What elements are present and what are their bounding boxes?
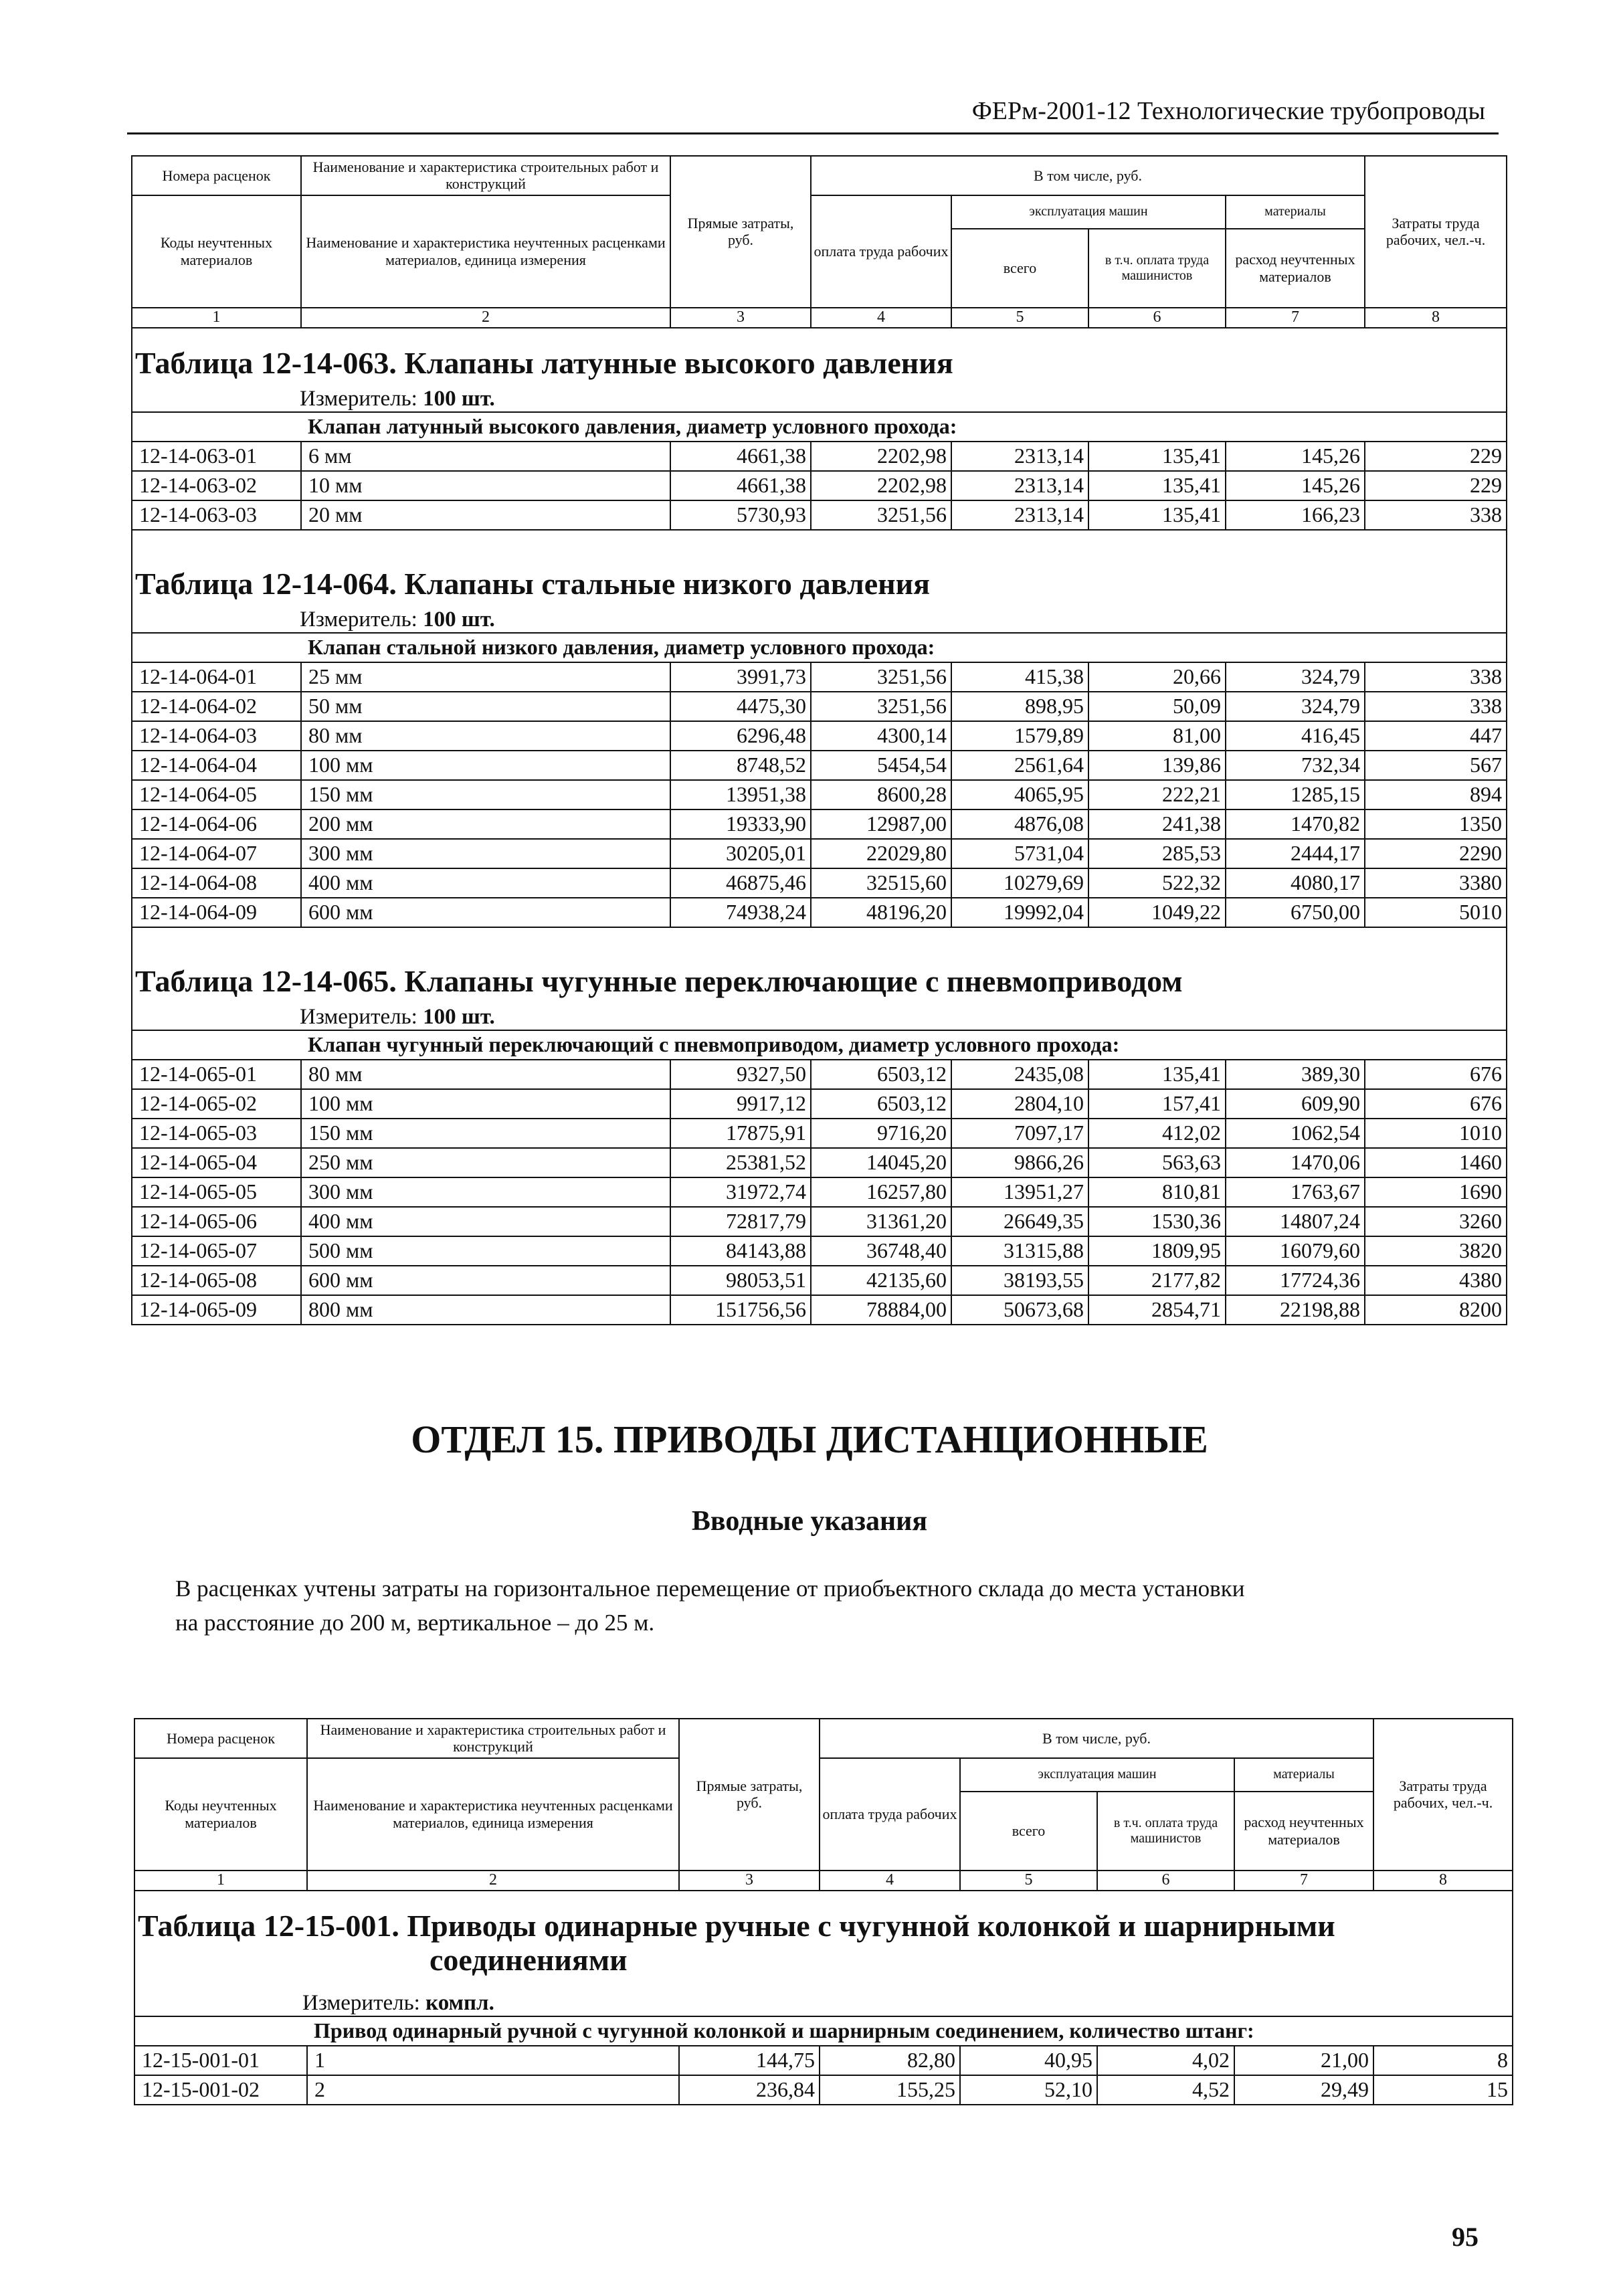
machines-total: 2313,14 bbox=[951, 442, 1088, 471]
column-header bbox=[132, 156, 1507, 328]
hdr2-c2-top: Наименование и характеристика строительных работ и конструкций bbox=[307, 1719, 679, 1758]
rate-name: 1 bbox=[307, 2046, 679, 2075]
machinist-labor: 222,21 bbox=[1088, 780, 1226, 809]
materials-cost: 416,45 bbox=[1226, 721, 1365, 751]
rate-name: 80 мм bbox=[301, 721, 670, 751]
table-row bbox=[132, 500, 1507, 530]
hdr2-num-1: 1 bbox=[134, 1871, 307, 1891]
hdr2-c6: в т.ч. оплата труда машинистов bbox=[1097, 1792, 1234, 1871]
hdr-materials: материалы bbox=[1226, 195, 1365, 229]
measure-unit bbox=[132, 999, 1507, 1030]
labor-hours: 1460 bbox=[1365, 1148, 1507, 1177]
machinist-labor: 563,63 bbox=[1088, 1148, 1226, 1177]
materials-cost: 1285,15 bbox=[1226, 780, 1365, 809]
rate-rows-2 bbox=[134, 2046, 1513, 2105]
labor-hours: 567 bbox=[1365, 751, 1507, 780]
hdr2-c4: оплата труда рабочих bbox=[820, 1758, 960, 1871]
labor-cost: 8600,28 bbox=[811, 780, 951, 809]
rate-code: 12-14-065-03 bbox=[132, 1119, 301, 1148]
machines-total: 2561,64 bbox=[951, 751, 1088, 780]
hdr-machines: эксплуатация машин bbox=[951, 195, 1226, 229]
rate-name: 6 мм bbox=[301, 442, 670, 471]
group-heading: Клапан чугунный переключающий с пневмоприводом, диаметр условного прохода: bbox=[301, 1030, 1507, 1060]
labor-cost: 12987,00 bbox=[811, 809, 951, 839]
column-header-2 bbox=[134, 1719, 1513, 1891]
table-row bbox=[134, 2075, 1513, 2105]
labor-cost: 16257,80 bbox=[811, 1177, 951, 1207]
labor-hours: 676 bbox=[1365, 1089, 1507, 1119]
machinist-labor: 4,52 bbox=[1097, 2075, 1234, 2105]
machines-total: 2804,10 bbox=[951, 1089, 1088, 1119]
machinist-labor: 810,81 bbox=[1088, 1177, 1226, 1207]
rate-tables-1 bbox=[132, 328, 1507, 1325]
labor-cost: 36748,40 bbox=[811, 1236, 951, 1266]
rate-code: 12-14-064-06 bbox=[132, 809, 301, 839]
group-spacer bbox=[132, 633, 301, 662]
section-intro bbox=[175, 1572, 1500, 1640]
machinist-labor: 81,00 bbox=[1088, 721, 1226, 751]
machinist-labor: 412,02 bbox=[1088, 1119, 1226, 1148]
hdr-num-6: 6 bbox=[1088, 308, 1226, 328]
labor-hours: 338 bbox=[1365, 500, 1507, 530]
hdr-c2-top: Наименование и характеристика строительных работ и конструкций bbox=[301, 156, 670, 195]
labor-cost: 9716,20 bbox=[811, 1119, 951, 1148]
machinist-labor: 135,41 bbox=[1088, 471, 1226, 500]
hdr2-c1-top: Номера расценок bbox=[134, 1719, 307, 1758]
table-row bbox=[132, 662, 1507, 692]
rate-name: 50 мм bbox=[301, 692, 670, 721]
direct-cost: 46875,46 bbox=[670, 868, 811, 898]
rate-code: 12-14-064-07 bbox=[132, 839, 301, 868]
measure-label: Измеритель: bbox=[300, 387, 417, 411]
machinist-labor: 241,38 bbox=[1088, 809, 1226, 839]
rate-code: 12-14-065-05 bbox=[132, 1177, 301, 1207]
direct-cost: 4475,30 bbox=[670, 692, 811, 721]
direct-cost: 98053,51 bbox=[670, 1266, 811, 1295]
materials-cost: 389,30 bbox=[1226, 1060, 1365, 1089]
measure-label: Измеритель: bbox=[300, 1005, 417, 1030]
machines-total: 2313,14 bbox=[951, 471, 1088, 500]
hdr-num-3: 3 bbox=[670, 308, 811, 328]
labor-cost: 22029,80 bbox=[811, 839, 951, 868]
measure-unit bbox=[132, 601, 1507, 633]
labor-cost: 82,80 bbox=[820, 2046, 960, 2075]
rate-code: 12-14-064-03 bbox=[132, 721, 301, 751]
hdr-num-5: 5 bbox=[951, 308, 1088, 328]
table-row bbox=[132, 868, 1507, 898]
table-row bbox=[132, 898, 1507, 927]
intro-line-2: на расстояние до 200 м, вертикальное – до 25 м. bbox=[175, 1609, 655, 1636]
table-title-cont: соединениями bbox=[134, 1943, 1513, 1985]
table-row bbox=[132, 809, 1507, 839]
hdr2-materials: материалы bbox=[1234, 1758, 1373, 1792]
measure-value: компл. bbox=[425, 1991, 494, 2016]
labor-cost: 2202,98 bbox=[811, 442, 951, 471]
hdr2-machines: эксплуатация машин bbox=[960, 1758, 1234, 1792]
materials-cost: 145,26 bbox=[1226, 442, 1365, 471]
hdr-c2-bottom: Наименование и характеристика неучтенных расценками материалов, единица измерения bbox=[301, 195, 670, 308]
hdr-num-7: 7 bbox=[1226, 308, 1365, 328]
table-row bbox=[132, 1060, 1507, 1089]
labor-hours: 894 bbox=[1365, 780, 1507, 809]
hdr2-num-6: 6 bbox=[1097, 1871, 1234, 1891]
machines-total: 40,95 bbox=[960, 2046, 1097, 2075]
hdr-num-8: 8 bbox=[1365, 308, 1507, 328]
hdr-c5: всего bbox=[951, 229, 1088, 308]
rate-code: 12-14-065-02 bbox=[132, 1089, 301, 1119]
labor-cost: 4300,14 bbox=[811, 721, 951, 751]
materials-cost: 22198,88 bbox=[1226, 1295, 1365, 1325]
rate-name: 150 мм bbox=[301, 1119, 670, 1148]
hdr-c1-top: Номера расценок bbox=[132, 156, 301, 195]
table-row bbox=[132, 839, 1507, 868]
machinist-labor: 135,41 bbox=[1088, 1060, 1226, 1089]
rate-code: 12-14-063-03 bbox=[132, 500, 301, 530]
hdr2-c8: Затраты труда рабочих, чел.-ч. bbox=[1373, 1719, 1513, 1871]
hdr-c8: Затраты труда рабочих, чел.-ч. bbox=[1365, 156, 1507, 308]
machinist-labor: 1809,95 bbox=[1088, 1236, 1226, 1266]
table-row bbox=[132, 471, 1507, 500]
rate-name: 800 мм bbox=[301, 1295, 670, 1325]
table-gap bbox=[132, 927, 1507, 947]
materials-cost: 29,49 bbox=[1234, 2075, 1373, 2105]
direct-cost: 6296,48 bbox=[670, 721, 811, 751]
rate-name: 2 bbox=[307, 2075, 679, 2105]
rate-code: 12-14-064-04 bbox=[132, 751, 301, 780]
group-spacer bbox=[132, 412, 301, 442]
table-row bbox=[132, 1236, 1507, 1266]
direct-cost: 4661,38 bbox=[670, 442, 811, 471]
hdr2-num-3: 3 bbox=[679, 1871, 820, 1891]
rate-name: 25 мм bbox=[301, 662, 670, 692]
rate-code: 12-14-065-09 bbox=[132, 1295, 301, 1325]
machinist-labor: 157,41 bbox=[1088, 1089, 1226, 1119]
rates-table-2 bbox=[134, 1718, 1513, 2105]
hdr-c4: оплата труда рабочих bbox=[811, 195, 951, 308]
direct-cost: 25381,52 bbox=[670, 1148, 811, 1177]
rate-name: 20 мм bbox=[301, 500, 670, 530]
machines-total: 2313,14 bbox=[951, 500, 1088, 530]
rate-name: 200 мм bbox=[301, 809, 670, 839]
rate-name: 600 мм bbox=[301, 1266, 670, 1295]
materials-cost: 1470,06 bbox=[1226, 1148, 1365, 1177]
direct-cost: 13951,38 bbox=[670, 780, 811, 809]
labor-cost: 31361,20 bbox=[811, 1207, 951, 1236]
direct-cost: 74938,24 bbox=[670, 898, 811, 927]
machines-total: 50673,68 bbox=[951, 1295, 1088, 1325]
labor-hours: 1350 bbox=[1365, 809, 1507, 839]
intro-line-1: В расценках учтены затраты на горизонтальное перемещение от приобъектного склада до места установки bbox=[175, 1575, 1245, 1602]
machines-total: 10279,69 bbox=[951, 868, 1088, 898]
direct-cost: 9327,50 bbox=[670, 1060, 811, 1089]
hdr-c3: Прямые затраты, руб. bbox=[670, 156, 811, 308]
direct-cost: 3991,73 bbox=[670, 662, 811, 692]
measure-label: Измеритель: bbox=[302, 1991, 420, 2016]
materials-cost: 14807,24 bbox=[1226, 1207, 1365, 1236]
hdr-num-1: 1 bbox=[132, 308, 301, 328]
table-title: Таблица 12-14-063. Клапаны латунные высокого давления bbox=[132, 328, 1507, 381]
measure-label: Измеритель: bbox=[300, 607, 417, 632]
materials-cost: 1470,82 bbox=[1226, 809, 1365, 839]
table-row bbox=[132, 1266, 1507, 1295]
materials-cost: 17724,36 bbox=[1226, 1266, 1365, 1295]
materials-cost: 4080,17 bbox=[1226, 868, 1365, 898]
machines-total: 31315,88 bbox=[951, 1236, 1088, 1266]
labor-hours: 1010 bbox=[1365, 1119, 1507, 1148]
rate-name: 500 мм bbox=[301, 1236, 670, 1266]
materials-cost: 609,90 bbox=[1226, 1089, 1365, 1119]
running-head bbox=[127, 95, 1499, 134]
direct-cost: 72817,79 bbox=[670, 1207, 811, 1236]
rate-name: 10 мм bbox=[301, 471, 670, 500]
machinist-labor: 4,02 bbox=[1097, 2046, 1234, 2075]
table-row bbox=[132, 1148, 1507, 1177]
labor-hours: 229 bbox=[1365, 442, 1507, 471]
labor-cost: 32515,60 bbox=[811, 868, 951, 898]
machines-total: 26649,35 bbox=[951, 1207, 1088, 1236]
table-title: Таблица 12-15-001. Приводы одинарные ручные с чугунной колонкой и шарнирными bbox=[134, 1891, 1513, 1943]
labor-cost: 42135,60 bbox=[811, 1266, 951, 1295]
machines-total: 1579,89 bbox=[951, 721, 1088, 751]
labor-cost: 2202,98 bbox=[811, 471, 951, 500]
materials-cost: 1062,54 bbox=[1226, 1119, 1365, 1148]
measure-value: 100 шт. bbox=[423, 387, 495, 411]
rate-code: 12-14-064-09 bbox=[132, 898, 301, 927]
rate-name: 400 мм bbox=[301, 1207, 670, 1236]
table-row bbox=[132, 1089, 1507, 1119]
direct-cost: 8748,52 bbox=[670, 751, 811, 780]
labor-hours: 338 bbox=[1365, 692, 1507, 721]
direct-cost: 31972,74 bbox=[670, 1177, 811, 1207]
table-row bbox=[132, 780, 1507, 809]
hdr-c6: в т.ч. оплата труда машинистов bbox=[1088, 229, 1226, 308]
hdr2-c1-bottom: Коды неучтенных материалов bbox=[134, 1758, 307, 1871]
rate-code: 12-14-065-01 bbox=[132, 1060, 301, 1089]
labor-hours: 3380 bbox=[1365, 868, 1507, 898]
machines-total: 7097,17 bbox=[951, 1119, 1088, 1148]
rates-table-1 bbox=[131, 155, 1507, 1325]
rate-name: 80 мм bbox=[301, 1060, 670, 1089]
measure-value: 100 шт. bbox=[423, 1005, 495, 1030]
rate-code: 12-14-064-01 bbox=[132, 662, 301, 692]
labor-hours: 8 bbox=[1373, 2046, 1513, 2075]
machinist-labor: 1049,22 bbox=[1088, 898, 1226, 927]
rates-block-1 bbox=[131, 155, 1506, 1325]
section-title: ОТДЕЛ 15. ПРИВОДЫ ДИСТАНЦИОННЫЕ bbox=[411, 1418, 1208, 1461]
group-heading: Клапан латунный высокого давления, диаметр условного прохода: bbox=[301, 412, 1507, 442]
labor-cost: 6503,12 bbox=[811, 1089, 951, 1119]
hdr2-num-8: 8 bbox=[1373, 1871, 1513, 1891]
machines-total: 415,38 bbox=[951, 662, 1088, 692]
hdr2-c3: Прямые затраты, руб. bbox=[679, 1719, 820, 1871]
rate-table-12-15-001 bbox=[134, 1891, 1513, 2046]
labor-cost: 3251,56 bbox=[811, 692, 951, 721]
machinist-labor: 1530,36 bbox=[1088, 1207, 1226, 1236]
materials-cost: 2444,17 bbox=[1226, 839, 1365, 868]
materials-cost: 1763,67 bbox=[1226, 1177, 1365, 1207]
rate-name: 150 мм bbox=[301, 780, 670, 809]
labor-hours: 5010 bbox=[1365, 898, 1507, 927]
table-row bbox=[132, 1295, 1507, 1325]
direct-cost: 19333,90 bbox=[670, 809, 811, 839]
measure-value: 100 шт. bbox=[423, 607, 495, 632]
machinist-labor: 50,09 bbox=[1088, 692, 1226, 721]
labor-cost: 48196,20 bbox=[811, 898, 951, 927]
page-number: 95 bbox=[1452, 2222, 1479, 2252]
rate-code: 12-14-063-02 bbox=[132, 471, 301, 500]
labor-hours: 229 bbox=[1365, 471, 1507, 500]
machinist-labor: 135,41 bbox=[1088, 500, 1226, 530]
table-row bbox=[132, 692, 1507, 721]
rate-name: 600 мм bbox=[301, 898, 670, 927]
labor-cost: 3251,56 bbox=[811, 500, 951, 530]
machines-total: 9866,26 bbox=[951, 1148, 1088, 1177]
rate-code: 12-15-001-02 bbox=[134, 2075, 307, 2105]
rate-name: 250 мм bbox=[301, 1148, 670, 1177]
table-row bbox=[132, 1119, 1507, 1148]
machines-total: 5731,04 bbox=[951, 839, 1088, 868]
labor-hours: 3260 bbox=[1365, 1207, 1507, 1236]
materials-cost: 21,00 bbox=[1234, 2046, 1373, 2075]
machines-total: 13951,27 bbox=[951, 1177, 1088, 1207]
machines-total: 4065,95 bbox=[951, 780, 1088, 809]
table-gap bbox=[132, 530, 1507, 549]
table-row bbox=[132, 1207, 1507, 1236]
labor-hours: 15 bbox=[1373, 2075, 1513, 2105]
materials-cost: 145,26 bbox=[1226, 471, 1365, 500]
rate-code: 12-14-064-05 bbox=[132, 780, 301, 809]
rate-name: 300 мм bbox=[301, 839, 670, 868]
rate-code: 12-14-063-01 bbox=[132, 442, 301, 471]
table-title: Таблица 12-14-064. Клапаны стальные низкого давления bbox=[132, 549, 1507, 601]
hdr2-num-5: 5 bbox=[960, 1871, 1097, 1891]
direct-cost: 9917,12 bbox=[670, 1089, 811, 1119]
rate-name: 100 мм bbox=[301, 1089, 670, 1119]
machines-total: 2435,08 bbox=[951, 1060, 1088, 1089]
table-row bbox=[132, 721, 1507, 751]
hdr2-c5: всего bbox=[960, 1792, 1097, 1871]
table-row bbox=[132, 442, 1507, 471]
hdr2-c7: расход неучтенных материалов bbox=[1234, 1792, 1373, 1871]
direct-cost: 84143,88 bbox=[670, 1236, 811, 1266]
labor-hours: 8200 bbox=[1365, 1295, 1507, 1325]
rate-code: 12-14-065-07 bbox=[132, 1236, 301, 1266]
labor-hours: 2290 bbox=[1365, 839, 1507, 868]
group-heading: Клапан стальной низкого давления, диаметр условного прохода: bbox=[301, 633, 1507, 662]
machinist-labor: 2177,82 bbox=[1088, 1266, 1226, 1295]
materials-cost: 16079,60 bbox=[1226, 1236, 1365, 1266]
rate-name: 300 мм bbox=[301, 1177, 670, 1207]
hdr-incl: В том числе, руб. bbox=[811, 156, 1365, 195]
labor-hours: 1690 bbox=[1365, 1177, 1507, 1207]
hdr-num-4: 4 bbox=[811, 308, 951, 328]
measure-unit bbox=[134, 1985, 1513, 2016]
rate-code: 12-15-001-01 bbox=[134, 2046, 307, 2075]
machines-total: 19992,04 bbox=[951, 898, 1088, 927]
materials-cost: 324,79 bbox=[1226, 692, 1365, 721]
rate-code: 12-14-064-02 bbox=[132, 692, 301, 721]
rates-block-2 bbox=[134, 1718, 1512, 2105]
rate-code: 12-14-065-06 bbox=[132, 1207, 301, 1236]
hdr2-num-2: 2 bbox=[307, 1871, 679, 1891]
group-spacer bbox=[132, 1030, 301, 1060]
section-subtitle: Вводные указания bbox=[691, 1506, 928, 1537]
materials-cost: 324,79 bbox=[1226, 662, 1365, 692]
labor-cost: 155,25 bbox=[820, 2075, 960, 2105]
materials-cost: 166,23 bbox=[1226, 500, 1365, 530]
machinist-labor: 20,66 bbox=[1088, 662, 1226, 692]
rate-name: 100 мм bbox=[301, 751, 670, 780]
labor-hours: 338 bbox=[1365, 662, 1507, 692]
measure-unit bbox=[132, 381, 1507, 412]
materials-cost: 6750,00 bbox=[1226, 898, 1365, 927]
machinist-labor: 522,32 bbox=[1088, 868, 1226, 898]
labor-cost: 5454,54 bbox=[811, 751, 951, 780]
labor-cost: 78884,00 bbox=[811, 1295, 951, 1325]
rate-code: 12-14-065-04 bbox=[132, 1148, 301, 1177]
hdr-c1-bottom: Коды неучтенных материалов bbox=[132, 195, 301, 308]
rate-code: 12-14-064-08 bbox=[132, 868, 301, 898]
labor-cost: 14045,20 bbox=[811, 1148, 951, 1177]
direct-cost: 30205,01 bbox=[670, 839, 811, 868]
hdr2-num-4: 4 bbox=[820, 1871, 960, 1891]
hdr2-incl: В том числе, руб. bbox=[820, 1719, 1373, 1758]
labor-hours: 676 bbox=[1365, 1060, 1507, 1089]
table-row bbox=[132, 751, 1507, 780]
direct-cost: 17875,91 bbox=[670, 1119, 811, 1148]
direct-cost: 144,75 bbox=[679, 2046, 820, 2075]
materials-cost: 732,34 bbox=[1226, 751, 1365, 780]
hdr-c7: расход неучтенных материалов bbox=[1226, 229, 1365, 308]
machines-total: 4876,08 bbox=[951, 809, 1088, 839]
table-row bbox=[132, 1177, 1507, 1207]
hdr2-num-7: 7 bbox=[1234, 1871, 1373, 1891]
direct-cost: 236,84 bbox=[679, 2075, 820, 2105]
machinist-labor: 135,41 bbox=[1088, 442, 1226, 471]
machinist-labor: 285,53 bbox=[1088, 839, 1226, 868]
machines-total: 38193,55 bbox=[951, 1266, 1088, 1295]
hdr2-c2-bottom: Наименование и характеристика неучтенных расценками материалов, единица измерения bbox=[307, 1758, 679, 1871]
table-title: Таблица 12-14-065. Клапаны чугунные переключающие с пневмоприводом bbox=[132, 947, 1507, 999]
rate-name: 400 мм bbox=[301, 868, 670, 898]
group-heading: Привод одинарный ручной с чугунной колонкой и шарнирным соединением, количество штанг: bbox=[307, 2016, 1513, 2046]
labor-hours: 4380 bbox=[1365, 1266, 1507, 1295]
machinist-labor: 139,86 bbox=[1088, 751, 1226, 780]
machinist-labor: 2854,71 bbox=[1088, 1295, 1226, 1325]
machines-total: 52,10 bbox=[960, 2075, 1097, 2105]
direct-cost: 5730,93 bbox=[670, 500, 811, 530]
running-head-text: ФЕРм-2001-12 Технологические трубопроводы bbox=[971, 97, 1485, 125]
labor-hours: 3820 bbox=[1365, 1236, 1507, 1266]
direct-cost: 4661,38 bbox=[670, 471, 811, 500]
rate-code: 12-14-065-08 bbox=[132, 1266, 301, 1295]
machines-total: 898,95 bbox=[951, 692, 1088, 721]
hdr-num-2: 2 bbox=[301, 308, 670, 328]
table-row bbox=[134, 2046, 1513, 2075]
labor-cost: 3251,56 bbox=[811, 662, 951, 692]
labor-hours: 447 bbox=[1365, 721, 1507, 751]
direct-cost: 151756,56 bbox=[670, 1295, 811, 1325]
labor-cost: 6503,12 bbox=[811, 1060, 951, 1089]
